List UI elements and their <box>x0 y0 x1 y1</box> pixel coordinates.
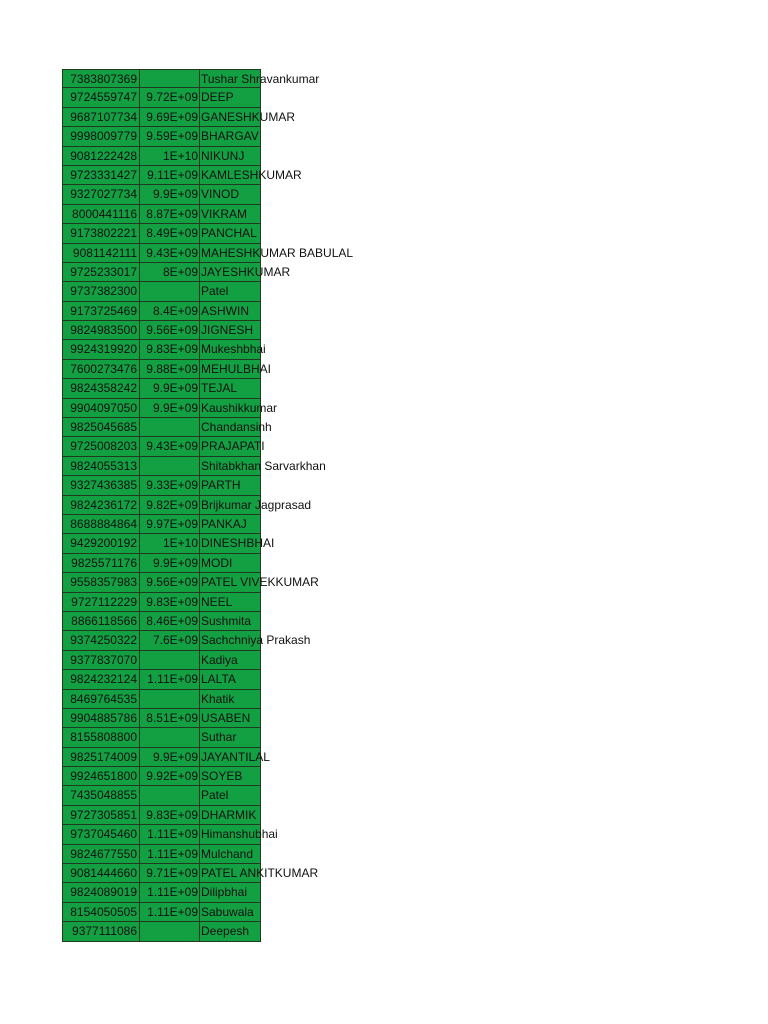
phone-cell[interactable]: 9723331427 <box>62 166 140 185</box>
table-row <box>62 418 272 437</box>
table-row <box>62 515 260 534</box>
name-cell[interactable] <box>200 573 319 592</box>
name-cell[interactable] <box>200 205 261 224</box>
scientific-cell[interactable]: 1E+10 <box>140 147 200 166</box>
scientific-cell[interactable] <box>140 418 200 437</box>
phone-cell[interactable]: 9727112229 <box>62 593 140 612</box>
name-cell[interactable] <box>200 399 278 418</box>
phone-cell[interactable]: 7600273476 <box>62 360 140 379</box>
scientific-cell[interactable] <box>140 786 200 805</box>
name-cell[interactable] <box>200 418 272 437</box>
table-row <box>62 205 260 224</box>
name-cell[interactable] <box>200 476 261 495</box>
phone-cell[interactable]: 9998009779 <box>62 127 140 146</box>
name-text: Kadiya <box>201 652 238 667</box>
scientific-cell[interactable]: 1.11E+09 <box>140 845 200 864</box>
scientific-cell[interactable]: 8.49E+09 <box>140 224 200 243</box>
phone-cell[interactable]: 9081222428 <box>62 147 140 166</box>
table-row <box>62 593 260 612</box>
name-cell[interactable] <box>200 379 261 398</box>
name-text: LALTA <box>201 672 236 687</box>
name-text: USABEN <box>201 710 251 725</box>
name-text: MAHESHKUMAR BABULAL <box>201 245 354 260</box>
name-cell[interactable] <box>200 496 312 515</box>
name-text: JAYESHKUMAR <box>201 264 291 279</box>
table-row <box>62 554 260 573</box>
table-row <box>62 534 275 553</box>
scientific-cell[interactable]: 8.87E+09 <box>140 205 200 224</box>
phone-cell[interactable]: 9824358242 <box>62 379 140 398</box>
table-row <box>62 651 260 670</box>
table-row <box>62 573 319 592</box>
name-cell[interactable] <box>200 806 261 825</box>
name-text: Dilipbhai <box>201 885 248 900</box>
scientific-cell[interactable]: 9.9E+09 <box>140 748 200 767</box>
phone-cell[interactable]: 9824089019 <box>62 883 140 902</box>
table-row <box>62 437 265 456</box>
scientific-cell[interactable] <box>140 282 200 301</box>
table-row <box>62 224 260 243</box>
scientific-cell[interactable]: 1.11E+09 <box>140 883 200 902</box>
scientific-cell[interactable]: 9.83E+09 <box>140 593 200 612</box>
name-cell[interactable] <box>200 108 296 127</box>
table-row <box>62 108 296 127</box>
name-text: PANCHAL <box>201 226 257 241</box>
scientific-cell[interactable]: 9.82E+09 <box>140 496 200 515</box>
name-cell[interactable] <box>200 321 261 340</box>
phone-cell[interactable]: 9924319920 <box>62 340 140 359</box>
phone-cell[interactable]: 7435048855 <box>62 786 140 805</box>
name-cell[interactable] <box>200 302 261 321</box>
name-cell[interactable] <box>200 631 311 650</box>
table-row <box>62 670 260 689</box>
name-text: Tushar Shravankumar <box>201 72 320 86</box>
name-text: MEHULBHAI <box>201 361 272 376</box>
phone-cell[interactable]: 9824232124 <box>62 670 140 689</box>
name-text: BHARGAV <box>201 129 259 144</box>
scientific-cell[interactable]: 7.6E+09 <box>140 631 200 650</box>
phone-cell[interactable]: 9825571176 <box>62 554 140 573</box>
phone-cell[interactable]: 8866118566 <box>62 612 140 631</box>
phone-cell[interactable]: 9081444660 <box>62 864 140 883</box>
scientific-cell[interactable]: 9.9E+09 <box>140 379 200 398</box>
phone-cell[interactable]: 9687107734 <box>62 108 140 127</box>
name-text: Deepesh <box>201 924 250 939</box>
name-cell[interactable] <box>200 922 261 941</box>
scientific-cell[interactable]: 9.11E+09 <box>140 166 200 185</box>
phone-cell[interactable]: 8469764535 <box>62 690 140 709</box>
scientific-cell[interactable]: 8E+09 <box>140 263 200 282</box>
scientific-cell[interactable]: 1E+10 <box>140 534 200 553</box>
table-row <box>62 360 272 379</box>
name-text: PATEL ANKITKUMAR <box>201 866 319 881</box>
scientific-cell[interactable]: 9.71E+09 <box>140 864 200 883</box>
name-cell[interactable] <box>200 845 261 864</box>
phone-cell[interactable]: 9558357983 <box>62 573 140 592</box>
phone-cell[interactable]: 9825045685 <box>62 418 140 437</box>
name-text: MODI <box>201 555 233 570</box>
name-text: Sabuwala <box>201 904 254 919</box>
scientific-cell[interactable]: 9.97E+09 <box>140 515 200 534</box>
phone-cell[interactable]: 9727305851 <box>62 806 140 825</box>
table-row <box>62 147 260 166</box>
scientific-cell[interactable]: 8.46E+09 <box>140 612 200 631</box>
name-text: VIKRAM <box>201 206 248 221</box>
scientific-cell[interactable]: 9.88E+09 <box>140 360 200 379</box>
table-row <box>62 728 260 747</box>
phone-cell[interactable]: 9327027734 <box>62 185 140 204</box>
phone-cell[interactable]: 9904097050 <box>62 399 140 418</box>
scientific-cell[interactable]: 9.43E+09 <box>140 437 200 456</box>
scientific-cell[interactable]: 9.92E+09 <box>140 767 200 786</box>
name-cell[interactable] <box>200 709 261 728</box>
scientific-cell[interactable] <box>140 728 200 747</box>
name-text: Kaushikkumar <box>201 400 278 415</box>
scientific-cell[interactable]: 1.11E+09 <box>140 670 200 689</box>
scientific-cell[interactable]: 9.56E+09 <box>140 321 200 340</box>
phone-cell[interactable]: 9377837070 <box>62 651 140 670</box>
name-text: Suthar <box>201 730 237 745</box>
name-text: Patel <box>201 788 229 803</box>
name-cell[interactable] <box>200 437 265 456</box>
phone-cell[interactable]: 9824236172 <box>62 496 140 515</box>
name-cell[interactable] <box>200 767 261 786</box>
table-row <box>62 903 260 922</box>
scientific-cell[interactable]: 1.11E+09 <box>140 903 200 922</box>
name-cell[interactable] <box>200 728 261 747</box>
scientific-cell[interactable] <box>140 651 200 670</box>
table-row <box>62 825 278 844</box>
table-row <box>62 883 260 902</box>
name-cell[interactable] <box>200 127 261 146</box>
name-text: DEEP <box>201 90 234 105</box>
name-text: Shitabkhan Sarvarkhan <box>201 458 326 473</box>
name-cell[interactable] <box>200 651 261 670</box>
table-row <box>62 282 260 301</box>
scientific-cell[interactable]: 9.56E+09 <box>140 573 200 592</box>
table-row <box>62 631 311 650</box>
phone-cell[interactable]: 7383807369 <box>62 69 140 88</box>
name-cell[interactable] <box>200 786 261 805</box>
phone-cell[interactable]: 9904885786 <box>62 709 140 728</box>
phone-cell[interactable]: 9824055313 <box>62 457 140 476</box>
table-row <box>62 263 291 282</box>
phone-cell[interactable]: 9824677550 <box>62 845 140 864</box>
name-cell[interactable] <box>200 282 261 301</box>
name-text: PRAJAPATI <box>201 439 265 454</box>
scientific-cell[interactable]: 9.59E+09 <box>140 127 200 146</box>
name-text: JIGNESH <box>201 323 254 338</box>
name-text: GANESHKUMAR <box>201 109 296 124</box>
name-cell[interactable] <box>200 515 261 534</box>
phone-cell[interactable]: 9327436385 <box>62 476 140 495</box>
scientific-cell[interactable]: 9.9E+09 <box>140 554 200 573</box>
name-text: Sachchniya Prakash <box>201 633 311 648</box>
phone-cell[interactable]: 9737045460 <box>62 825 140 844</box>
table-row <box>62 88 260 107</box>
phone-cell[interactable]: 9724559747 <box>62 88 140 107</box>
table-row <box>62 69 320 88</box>
name-text: Sushmita <box>201 613 252 628</box>
phone-cell[interactable]: 8000441116 <box>62 205 140 224</box>
phone-cell[interactable]: 8155808800 <box>62 728 140 747</box>
phone-cell[interactable]: 9725233017 <box>62 263 140 282</box>
scientific-cell[interactable]: 9.9E+09 <box>140 399 200 418</box>
name-text: Khatik <box>201 691 235 706</box>
name-text: Brijkumar Jagprasad <box>201 497 312 512</box>
name-text: NIKUNJ <box>201 148 245 163</box>
table-row <box>62 340 266 359</box>
scientific-cell[interactable]: 9.83E+09 <box>140 806 200 825</box>
name-text: Himanshubhai <box>201 827 278 842</box>
table-row <box>62 748 270 767</box>
phone-cell[interactable]: 9725008203 <box>62 437 140 456</box>
name-cell[interactable] <box>200 224 261 243</box>
phone-cell[interactable]: 9924651800 <box>62 767 140 786</box>
name-cell[interactable] <box>200 670 261 689</box>
name-text: ASHWIN <box>201 303 249 318</box>
name-text: PARTH <box>201 478 241 493</box>
name-text: DHARMIK <box>201 807 257 822</box>
scientific-cell[interactable] <box>140 922 200 941</box>
name-cell[interactable] <box>200 690 261 709</box>
table-row <box>62 767 260 786</box>
name-cell[interactable] <box>200 88 261 107</box>
name-cell[interactable] <box>200 457 326 476</box>
name-text: Mukeshbhai <box>201 342 266 357</box>
table-row <box>62 185 260 204</box>
name-cell[interactable] <box>200 166 302 185</box>
name-text: Patel <box>201 284 229 299</box>
name-text: JAYANTILAL <box>201 749 270 764</box>
phone-cell[interactable]: 9429200192 <box>62 534 140 553</box>
name-cell[interactable] <box>200 593 261 612</box>
table-row <box>62 244 354 263</box>
name-cell[interactable] <box>200 903 261 922</box>
phone-cell[interactable]: 9377111086 <box>62 922 140 941</box>
name-text: KAMLESHKUMAR <box>201 167 302 182</box>
name-text: SOYEB <box>201 769 243 784</box>
table-row <box>62 806 260 825</box>
spreadsheet-table <box>62 69 354 942</box>
table-row <box>62 709 260 728</box>
table-row <box>62 321 260 340</box>
table-row <box>62 166 302 185</box>
phone-cell[interactable]: 9374250322 <box>62 631 140 650</box>
name-cell[interactable] <box>200 185 261 204</box>
table-row <box>62 845 260 864</box>
name-cell[interactable] <box>200 263 291 282</box>
name-text: TEJAL <box>201 381 238 396</box>
name-cell[interactable] <box>200 864 319 883</box>
name-text: PATEL VIVEKKUMAR <box>201 575 319 590</box>
table-row <box>62 922 260 941</box>
name-cell[interactable] <box>200 340 266 359</box>
table-row <box>62 302 260 321</box>
phone-cell[interactable]: 9737382300 <box>62 282 140 301</box>
scientific-cell[interactable] <box>140 457 200 476</box>
table-row <box>62 690 260 709</box>
phone-cell[interactable]: 9825174009 <box>62 748 140 767</box>
scientific-cell[interactable]: 9.69E+09 <box>140 108 200 127</box>
name-cell[interactable] <box>200 748 270 767</box>
scientific-cell[interactable]: 8.4E+09 <box>140 302 200 321</box>
name-text: Mulchand <box>201 846 254 861</box>
name-text: DINESHBHAI <box>201 536 275 551</box>
phone-cell[interactable]: 9824983500 <box>62 321 140 340</box>
table-row <box>62 127 260 146</box>
name-cell[interactable] <box>200 554 261 573</box>
table-row <box>62 864 319 883</box>
name-cell[interactable] <box>200 825 278 844</box>
name-cell[interactable] <box>200 244 354 263</box>
name-cell[interactable] <box>200 612 261 631</box>
name-cell[interactable] <box>200 360 272 379</box>
name-cell[interactable] <box>200 534 275 553</box>
name-cell[interactable] <box>200 147 261 166</box>
phone-cell[interactable]: 9173802221 <box>62 224 140 243</box>
phone-cell[interactable]: 8154050505 <box>62 903 140 922</box>
table-row <box>62 379 260 398</box>
table-row <box>62 496 312 515</box>
name-text: Chandansinh <box>201 420 272 435</box>
scientific-cell[interactable]: 9.9E+09 <box>140 185 200 204</box>
table-row <box>62 457 326 476</box>
table-row <box>62 786 260 805</box>
scientific-cell[interactable]: 8.51E+09 <box>140 709 200 728</box>
name-text: PANKAJ <box>201 516 247 531</box>
scientific-cell[interactable]: 9.83E+09 <box>140 340 200 359</box>
table-row <box>62 399 278 418</box>
name-cell[interactable] <box>200 883 261 902</box>
scientific-cell[interactable]: 9.33E+09 <box>140 476 200 495</box>
phone-cell[interactable]: 9081142111 <box>62 244 140 263</box>
scientific-cell[interactable] <box>140 690 200 709</box>
scientific-cell[interactable]: 9.72E+09 <box>140 88 200 107</box>
name-text: NEEL <box>201 594 233 609</box>
name-text: VINOD <box>201 187 240 202</box>
scientific-cell[interactable]: 9.43E+09 <box>140 244 200 263</box>
table-row <box>62 612 260 631</box>
table-row <box>62 476 260 495</box>
phone-cell[interactable]: 8688884864 <box>62 515 140 534</box>
scientific-cell[interactable] <box>140 69 200 88</box>
scientific-cell[interactable]: 1.11E+09 <box>140 825 200 844</box>
name-cell[interactable] <box>200 69 320 88</box>
phone-cell[interactable]: 9173725469 <box>62 302 140 321</box>
